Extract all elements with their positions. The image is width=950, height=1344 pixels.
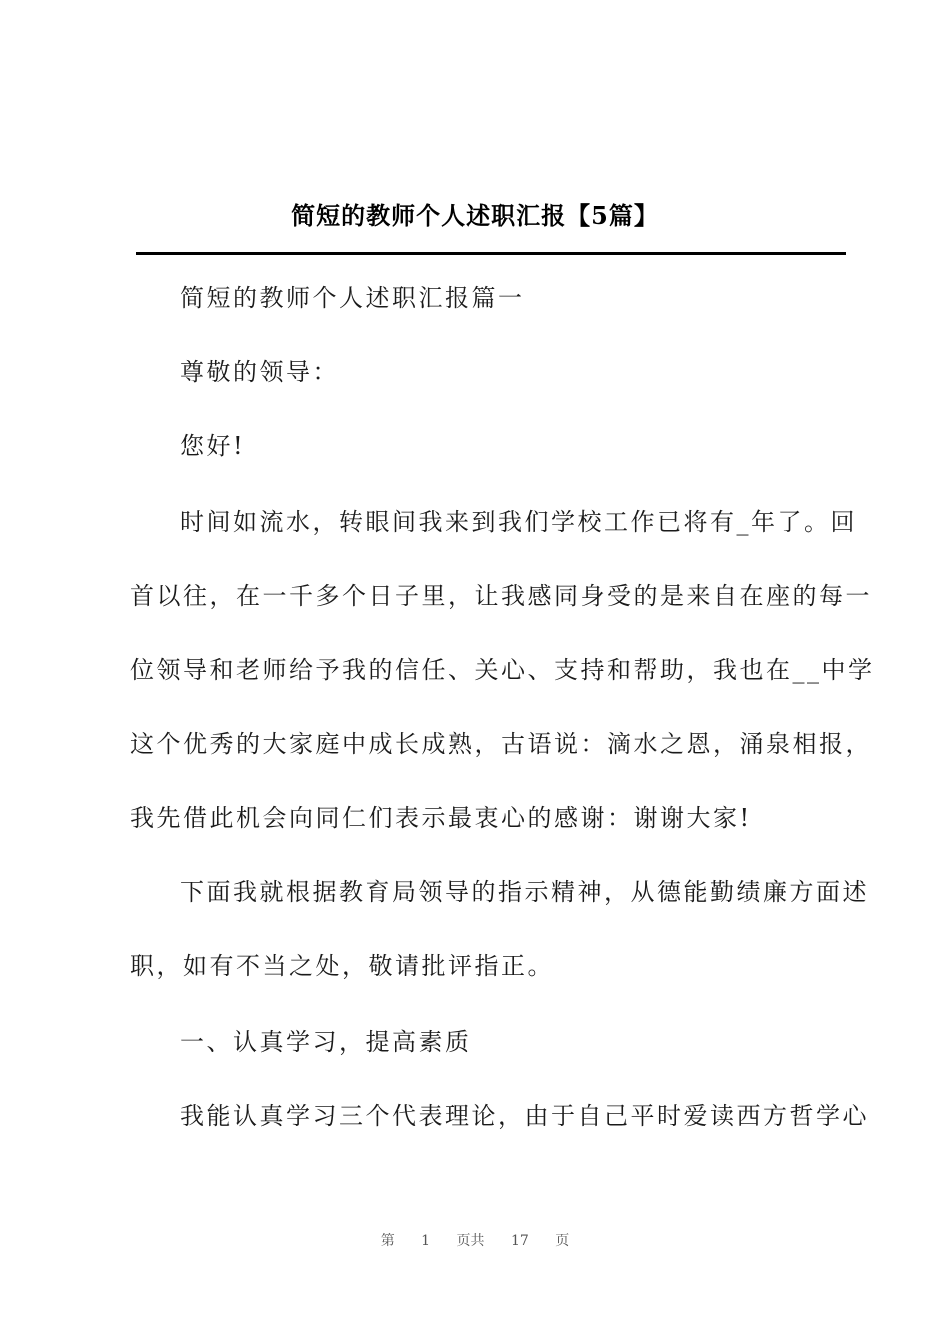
page-footer	[0, 1230, 950, 1250]
body-text-line: 这个优秀的大家庭中成长成熟，古语说：滴水之恩，涌泉相报，	[130, 730, 872, 758]
body-text-line: 首以往，在一千多个日子里，让我感同身受的是来自在座的每一	[130, 582, 872, 610]
footer-suffix: 页	[555, 1233, 570, 1249]
body-text-line: 我能认真学习三个代表理论，由于自己平时爱读西方哲学心	[180, 1102, 869, 1130]
document-title: 简短的教师个人述职汇报【5篇】	[291, 201, 659, 230]
body-text-line: 下面我就根据教育局领导的指示精神，从德能勤绩廉方面述	[180, 878, 869, 906]
salutation: 尊敬的领导：	[180, 358, 339, 386]
footer-total-pages: 17	[511, 1233, 529, 1249]
body-text-line: 职，如有不当之处，敬请批评指正。	[130, 952, 554, 980]
footer-page-number: 1	[421, 1233, 431, 1249]
section-heading: 简短的教师个人述职汇报篇一	[180, 284, 525, 312]
body-text-line: 时间如流水，转眼间我来到我们学校工作已将有_年了。回	[180, 508, 857, 536]
subsection-heading: 一、认真学习，提高素质	[180, 1028, 472, 1056]
body-text-line: 位领导和老师给予我的信任、关心、支持和帮助，我也在__中学	[130, 656, 875, 684]
footer-prefix: 第	[380, 1233, 395, 1249]
body-text-line: 我先借此机会向同仁们表示最衷心的感谢：谢谢大家!	[130, 804, 752, 832]
footer-mid: 页共	[456, 1233, 485, 1249]
greeting: 您好!	[180, 432, 246, 460]
title-divider	[136, 252, 846, 255]
